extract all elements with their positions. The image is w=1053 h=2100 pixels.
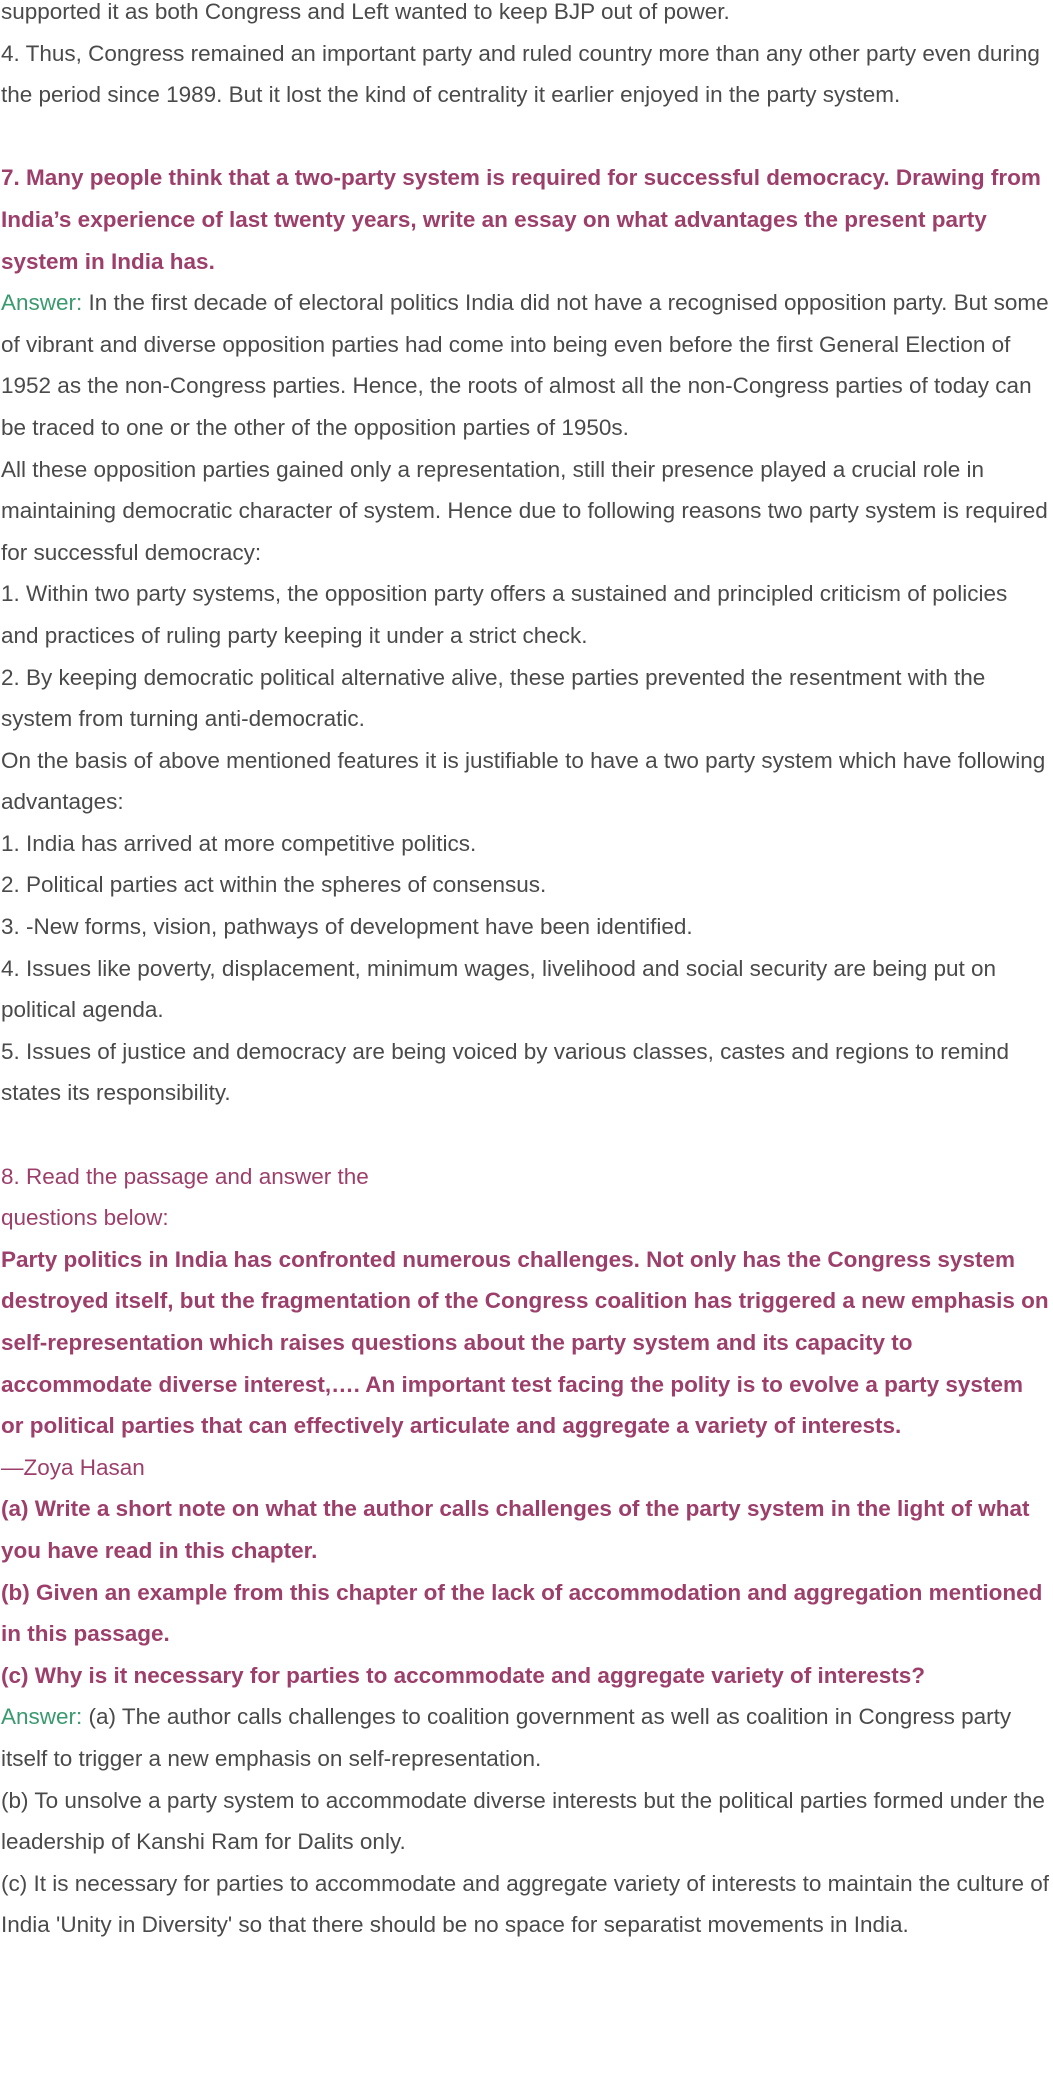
list-item: 1. Within two party systems, the opposition party offers a sustained and principled criticism of policies and practices of ruling party keeping it under a strict check.	[1, 581, 1008, 648]
answer-8-b: (b) To unsolve a party system to accommodate diverse interests but the political parties formed under the leadership of Kanshi Ram for Dalits only.	[1, 1787, 1045, 1855]
answer-label: Answer:	[1, 1704, 83, 1730]
paragraph-text: supported it as both Congress and Left wanted to keep BJP out of power.	[1, 0, 730, 24]
list-item: 2. By keeping democratic political alternative alive, these parties prevented the resentment with the system from turning anti-democratic.	[1, 664, 986, 732]
sub-question-c: (c) Why is it necessary for parties to accommodate and aggregate variety of interests?	[1, 1662, 926, 1688]
spacer	[1, 1114, 1051, 1156]
spacer	[1, 116, 1051, 158]
sub-question-a: (a) Write a short note on what the author calls challenges of the party system in the light of what you have read in this chapter.	[1, 1496, 1030, 1563]
list-item: 4. Issues like poverty, displacement, minimum wages, livelihood and social security are being put on political agenda.	[1, 955, 997, 1023]
question-8-title: questions below:	[1, 1205, 169, 1231]
answer-label: Answer:	[1, 290, 83, 316]
passage-text: Party politics in India has confronted numerous challenges. Not only has the Congress system destroyed itself, but the fragmentation of the Congress coalition has triggered a new emphasis on self-representation which raises questions about the party system and its capacity to accommodate diverse interest,…. An important test facing the polity is to evolve a party system or political parties that can effectively articulate and aggregate a variety of interests.	[1, 1246, 1049, 1439]
answer-7-intro	[1, 282, 1051, 448]
list-item: 2. Political parties act within the spheres of consensus.	[1, 872, 547, 898]
list-item: 5. Issues of justice and democracy are being voiced by various classes, castes and regions to remind states its responsibility.	[1, 1038, 1010, 1106]
list-item: 3. -New forms, vision, pathways of development have been identified.	[1, 914, 693, 940]
answer-text: (a) The author calls challenges to coalition government as well as coalition in Congress party itself to trigger a new emphasis on self-representation.	[1, 1704, 1012, 1771]
sub-question-b: (b) Given an example from this chapter of the lack of accommodation and aggregation mentioned in this passage.	[1, 1579, 1043, 1647]
paragraph-text: All these opposition parties gained only a representation, still their presence played a crucial role in maintaining democratic character of system. Hence due to following reasons two party system is required for successful democracy:	[1, 456, 1048, 565]
list-item: 1. India has arrived at more competitive politics.	[1, 830, 477, 856]
question-8-title: 8. Read the passage and answer the	[1, 1163, 369, 1189]
answer-8-c: (c) It is necessary for parties to accommodate and aggregate variety of interests to maintain the culture of India 'Unity in Diversity' so that there should be no space for separatist movements in India.	[1, 1870, 1050, 1938]
answer-text: In the first decade of electoral politics India did not have a recognised opposition party. But some of vibrant and diverse opposition parties had come into being even before the first General Election of 1952 as the non-Congress parties. Hence, the roots of almost all the non-Congress parties of today can be traced to one or the other of the opposition parties of 1950s.	[1, 290, 1049, 440]
answer-8-a	[1, 1696, 1051, 1779]
question-7: 7. Many people think that a two-party system is required for successful democracy. Drawing from India’s experience of last twenty years, write an essay on what advantages the present party system in India has.	[1, 165, 1041, 274]
paragraph-text: On the basis of above mentioned features it is justifiable to have a two party system which have following advantages:	[1, 747, 1046, 815]
paragraph-text: 4. Thus, Congress remained an important party and ruled country more than any other party even during the period since 1989. But it lost the kind of centrality it earlier enjoyed in the party system.	[1, 40, 1040, 108]
passage-author: —Zoya Hasan	[1, 1454, 145, 1480]
